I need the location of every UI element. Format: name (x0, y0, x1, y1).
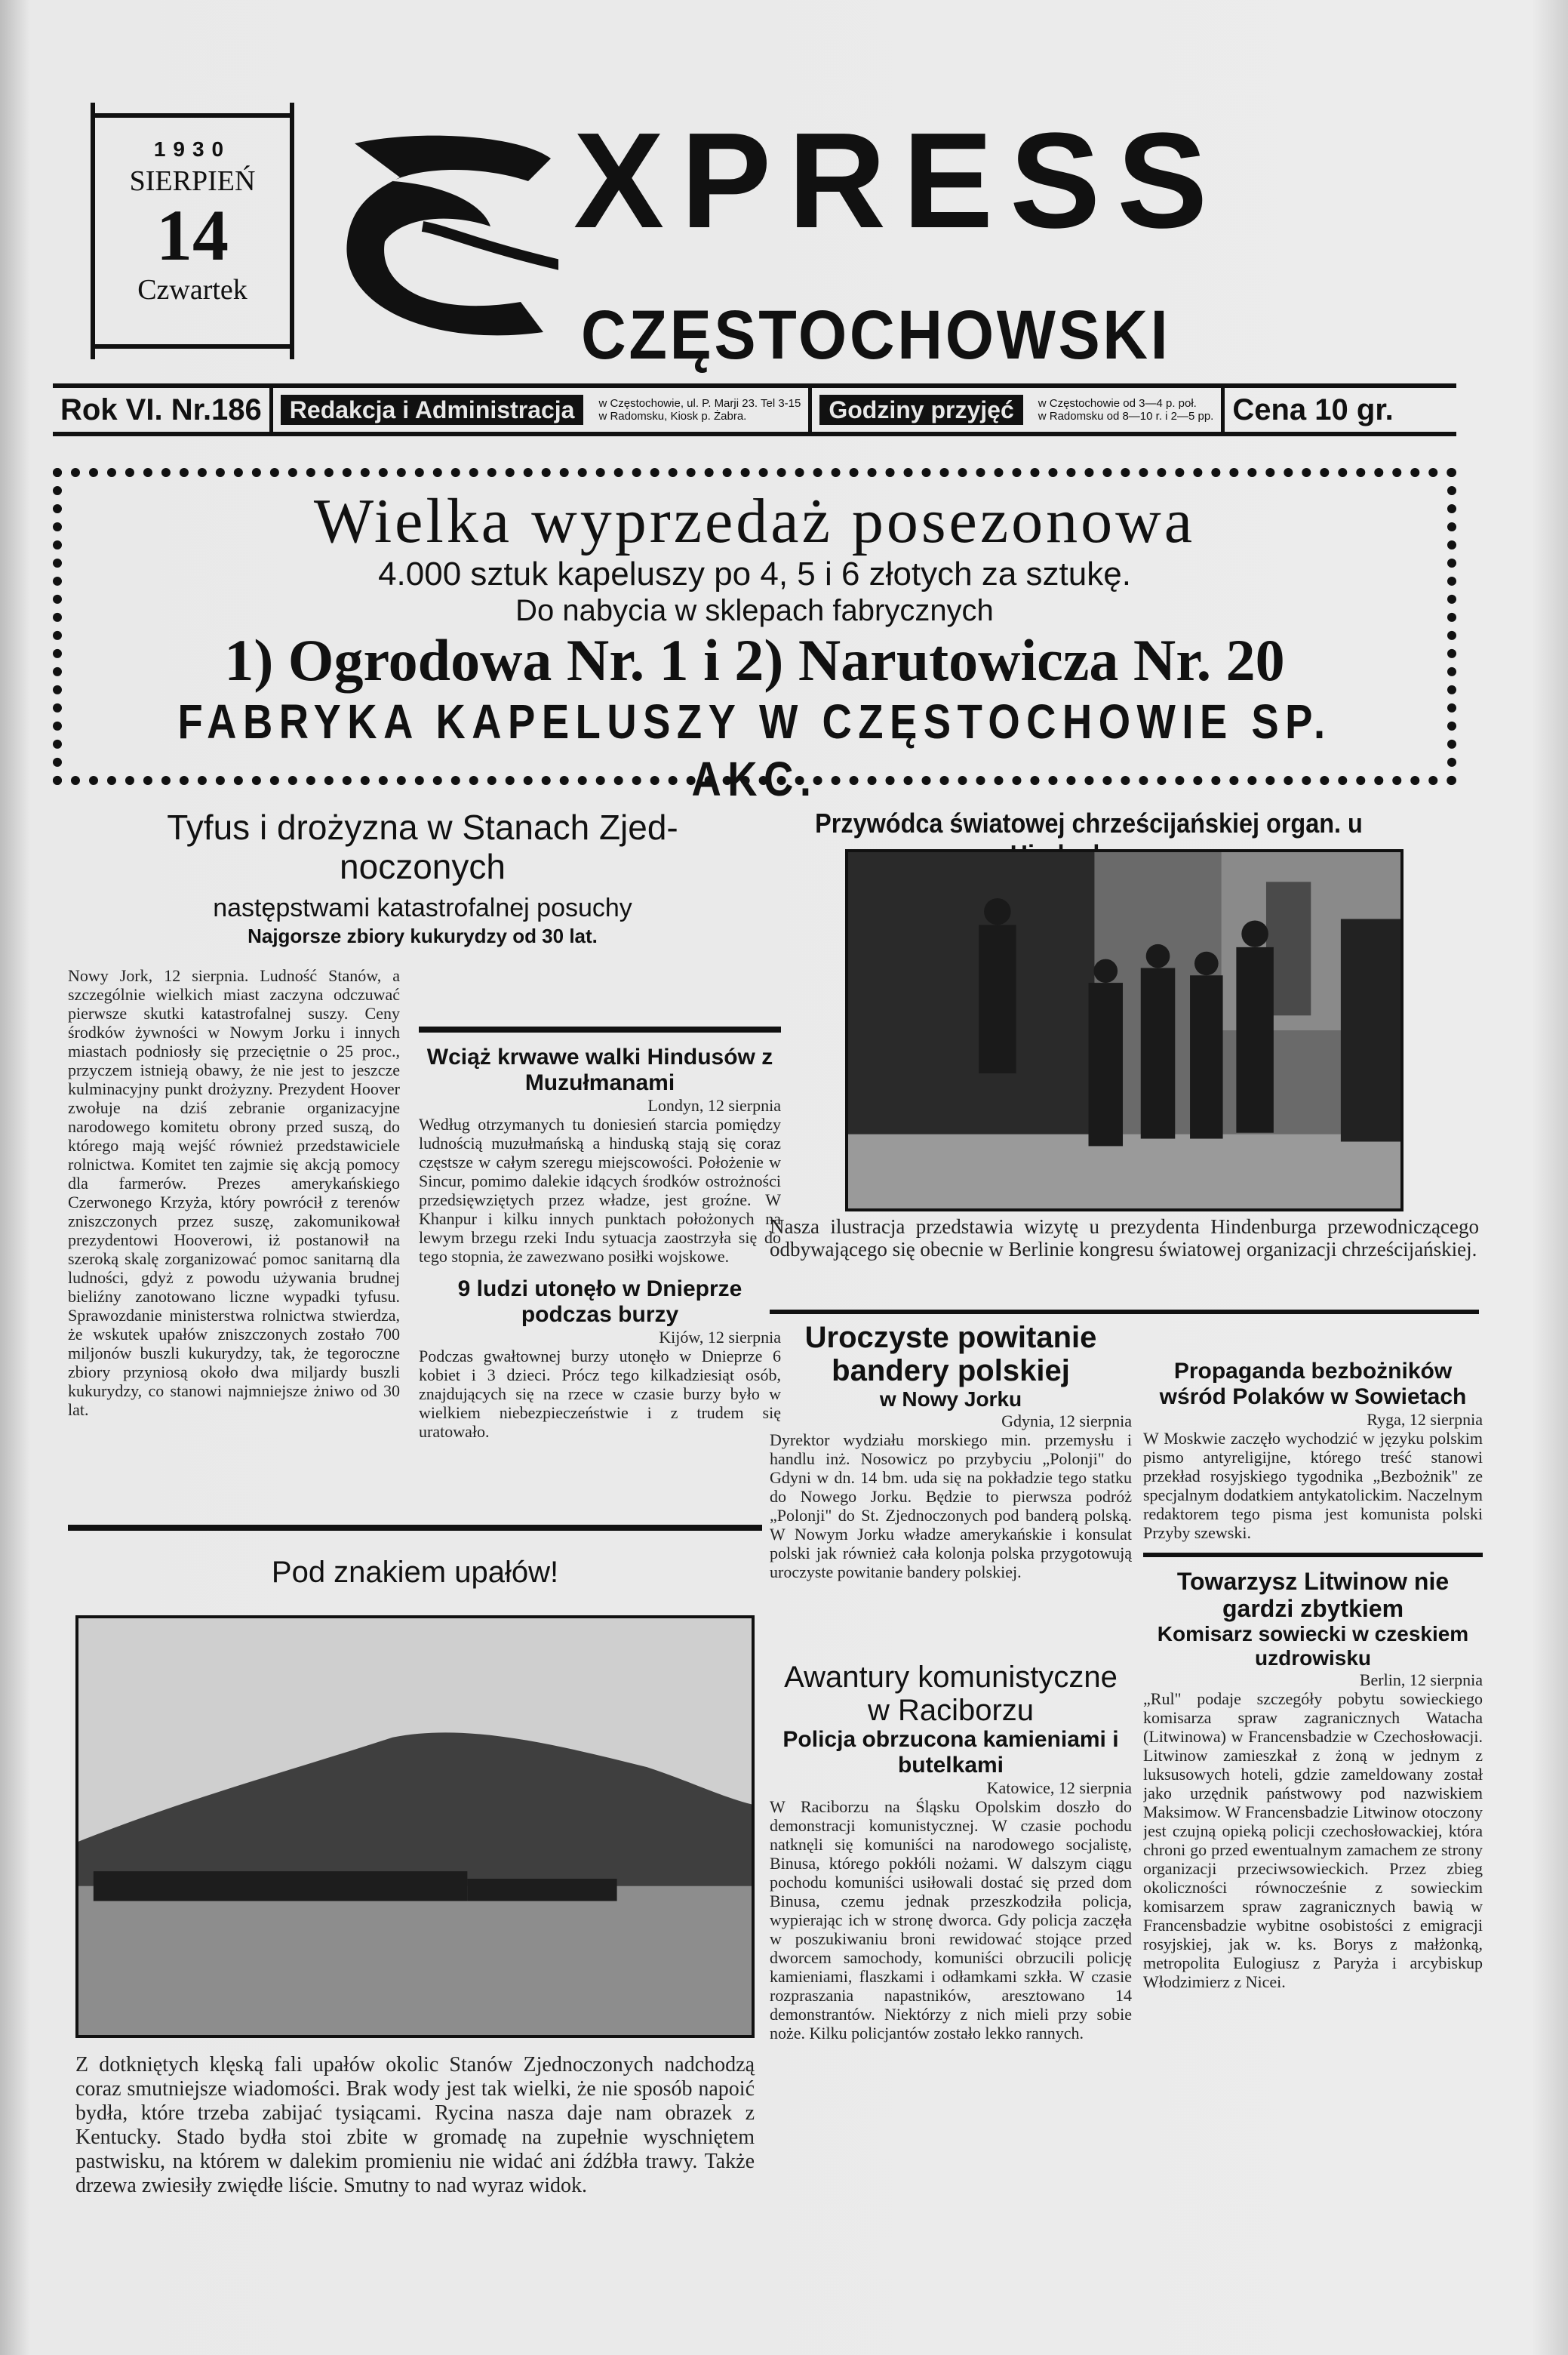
office-hours (1031, 397, 1222, 423)
heat-caption: Z dotkniętych klęską fali upałów okolic Stanów Zjednoczonych nadchodzą coraz smutniejsze wiadomości. Brak wody jest tak wielki, że nie sposób napoić bydła, które trzeba zabijać tysiącami. Rycina nasza daje nam obrazek z Kentucky. Stado bydła stoi zbite w gromadę na zupełnie wyschniętem pastwisku, na którem w dalekim promieniu nie widać ani źdźbła trawy. Także drzewa zwiesiły zwiędłe liście. Smutny to nad wyraz widok. (75, 2053, 755, 2197)
deck: następstwami katastrofalnej posuchy (213, 894, 632, 922)
article-raciborz (770, 1661, 1132, 2219)
office-hours-line: w Radomsku od 8—10 r. i 2—5 pp. (1038, 410, 1214, 423)
editorial-address (591, 397, 808, 423)
masthead-title: XPRESS (573, 105, 1225, 257)
subhead: Policja obrzucona kamieniami i butelkami (782, 1727, 1119, 1778)
date-month: SIERPIEŃ (129, 165, 256, 197)
section-rule (770, 1310, 1479, 1314)
office-hours-line: w Częstochowie od 3—4 p. poł. (1038, 397, 1197, 410)
column-rule (1143, 1553, 1483, 1557)
headline: Propaganda bezbożników wśród Polaków w Sowietach (1159, 1359, 1467, 1409)
body: Podczas gwałtownej burzy utonęło w Dnieprze 6 kobiet i 3 dzieci. Prócz tego kilkadziesiąt osób, znajdujących się na rzece w czasie burzy było w wielkiem niebezpieczeństwie i z trudem się uratowało. (419, 1347, 781, 1441)
hours-label: Godziny przyjęć (819, 395, 1022, 425)
subhead: Komisarz sowiecki w czeskiem uzdrowisku (1157, 1622, 1469, 1670)
article-typhus (68, 808, 777, 948)
dateline: Londyn, 12 sierpnia (647, 1096, 781, 1115)
hindenburg-caption: Nasza ilustracja przedstawia wizytę u prezydenta Hindenburga przewodniczącego odbywającego się obecnie w Berlinie kongresu światowej organizacji chrześcijańskiej. (770, 1215, 1479, 1261)
column-rule (419, 1027, 781, 1033)
headline: Wciąż krwawe walki Hindusów z Muzułmanami (426, 1045, 773, 1095)
section-rule (68, 1525, 762, 1531)
editorial-address-line: w Częstochowie, ul. P. Marji 23. Tel 3-15 (598, 397, 801, 410)
date-weekday: Czwartek (137, 274, 247, 306)
article-right-column (1143, 1359, 1483, 2204)
headline: Uroczyste powitanie bandery polskiej (804, 1321, 1097, 1387)
headline: noczonych (340, 847, 506, 886)
ad-availability: Do nabycia w sklepach fabrycznych (515, 594, 994, 627)
dateline: Berlin, 12 sierpnia (1359, 1670, 1483, 1689)
date-year: 1930 (153, 137, 232, 161)
hindenburg-headline: Przywódca światowej chrześcijańskiej organ. u (815, 808, 1363, 839)
headline: Tyfus i drożyzna w Stanach Zjed- (167, 808, 678, 847)
ad-headline: Wielka wyprzedaż posezonowa (313, 486, 1196, 556)
editorial-label: Redakcja i Administracja (281, 395, 584, 425)
article-typhus-body: Nowy Jork, 12 sierpnia. Ludność Stanów, a szczególnie wielkich miast zaczyna odczuwać pierwsze skutki katastrofalnej suszy. Ceny środków żywności w Nowym Jorku i innych miastach podniosły się przeciętnie o 25 proc., przyczem istnieją obawy, że nie jest to jeszcze kulminacyjny punkt drożyzny. Prezydent Hoover zwołuje na dziś zebranie organizacyjne narodowego komitetu obrony przed suszą, do którego mają wejść również przedstawiciele rolnictwa. Komitet ten zajmie się akcją pomocy dla farmerów. Prezes amerykańskiego Czerwonego Krzyża, który powrócił z terenów zniszczonych przez suszę, zakomunikował prezydentowi Hooverowi, iż postanowił na szeroką skalę zorganizować pomoc sanitarną dla ludności, gdyż z powodu używania brudnej bieliźny zanotowano liczne wypadki tyfusu. Sprawozdanie ministerstwa rolnictwa stwierdza, że wskutek upałów zniszczonych zostało 700 miljonów buszli kukurydzy, tak, że tegoroczne zbiory przyniosą około dwa miljardy buszli kukurydzy, co stanowi najmniejsze żniwo od 30 lat. (68, 966, 400, 1419)
info-bar (53, 383, 1456, 436)
hat-sale-advertisement (53, 468, 1456, 806)
ad-addresses: 1) Ogrodowa Nr. 1 i 2) Narutowicza Nr. 20 (224, 627, 1285, 693)
subdeck: Najgorsze zbiory kukurydzy od 30 lat. (247, 925, 598, 947)
heat-headline: Pod znakiem upałów! (271, 1556, 559, 1589)
body: W Moskwie zaczęło wychodzić w języku polskim pismo antyreligijne, którego treść stanowi przekład rosyjskiego tygodnika „Bezbożnik" ze specjalnym dodatkiem antykatolickim. Naczelnym redaktorem tego pisma jest komunista polski Przyby szewski. (1143, 1429, 1483, 1542)
dateline: Kijów, 12 sierpnia (659, 1328, 781, 1347)
hindenburg-photo (845, 849, 1404, 1211)
price: Cena 10 gr. (1232, 392, 1394, 426)
ad-offer: 4.000 sztuk kapeluszy po 4, 5 i 6 złotych za sztukę. (378, 556, 1131, 593)
photo-people-icon (848, 852, 1400, 1208)
date-box (91, 113, 294, 349)
headline: 9 ludzi utonęło w Dnieprze podczas burzy (457, 1276, 742, 1327)
masthead-subtitle: CZĘSTOCHOWSKI (581, 297, 1171, 374)
date-day: 14 (156, 195, 229, 276)
article-flag (770, 1321, 1132, 1653)
headline: Towarzysz Litwinow nie gardzi zbytkiem (1176, 1568, 1450, 1622)
cattle-photo (75, 1615, 755, 2038)
subhead: w Nowy Jorku (879, 1387, 1022, 1411)
dateline: Katowice, 12 sierpnia (986, 1778, 1132, 1797)
issue-number: Rok VI. Nr.186 (60, 392, 262, 426)
editorial-address-line: w Radomsku, Kiosk p. Żabra. (598, 410, 747, 423)
photo-landscape-icon (78, 1618, 752, 2035)
masthead-e-logo-icon (332, 113, 558, 340)
ad-company: FABRYKA KAPELUSZY W CZĘSTOCHOWIE SP. AKC. (177, 694, 1332, 806)
body: W Raciborzu na Śląsku Opolskim doszło do demonstracji komunistycznej. W czasie pochodu natknęli się komuniści na narodowego socjalistę, Binusa, którego pokłóli nożami. W dalszym ciągu pochodu komuniści usiłowali dostać się przed dom Binusa, czemu jednak przeszkodziła policja, wypierając ich w stronę dworca. Gdy policja zaczęła w poszukiwaniu broni rewidować stojące przed dworcem samochody, komuniści obrzucili policję kamieniami, flaszkami i odłamkami szkła. W czasie rozpraszania napastników, aresztowano 14 demonstrantów. Niektórzy z nich mieli przy sobie noże. Kilku policjantów zostało lekko rannych. (770, 1797, 1132, 2043)
body: Według otrzymanych tu doniesień starcia pomiędzy ludnością muzułmańską a hinduską stają się coraz częstsze w całym szeregu miejscowości. Położenie w Sincur, pomimo dalekie idących środków ostrożności przedsięwziętych przez władze, jest groźne. W Khanpur i kilku innych punktach położonych na lewym brzegu rzeki Indu sytuacja zaostrzyła się do tego stopnia, że zawezwano posiłki wojskowe. (419, 1115, 781, 1266)
article-middle-column (419, 966, 781, 1525)
headline: Awantury komunistyczne w Raciborzu (784, 1661, 1118, 1727)
dateline: Gdynia, 12 sierpnia (1001, 1411, 1132, 1430)
body: Dyrektor wydziału morskiego min. przemysłu i handlu inż. Nosowicz po przybyciu „Polonji" do Gdyni w dn. 14 bm. uda się na pokładzie tego statku do Nowego Jorku. Będzie to pierwsza podróż „Polonji" do St. Zjednoczonych pod banderą polską. W Nowym Jorku władze amerykańskie i konsulat polski jak również cała kolonja polska przygotowują uroczyste powitanie bandery polskiej. (770, 1430, 1132, 1581)
dateline: Ryga, 12 sierpnia (1367, 1410, 1483, 1429)
body: „Rul" podaje szczegóły pobytu sowieckiego komisarza spraw zagranicznych Watacha (Litwinowa) w Francensbadzie w Czechosłowacji. Litwinow zamieszkał z żoną w jednym z luksusowych hoteli, gdzie zameldowany został jako urzędnik państwowy pod nazwiskiem Maksimow. W Francensbadzie Litwinow otoczony jest czujną opieką policji czechosłowackiej, która chroni go przed ewentualnym zamachem ze strony organizacji przeciwsowieckich. Przez zbieg okoliczności równocześnie z sowieckim komisarzem spraw zagranicznych bawią w Francensbadzie wybitne osobistości z emigracji rosyjskiej, jak w. ks. Borys z małżonką, metropolita Eulogiusz z Paryża i arcybiskup Włodzimierz z Nicei. (1143, 1689, 1483, 1991)
